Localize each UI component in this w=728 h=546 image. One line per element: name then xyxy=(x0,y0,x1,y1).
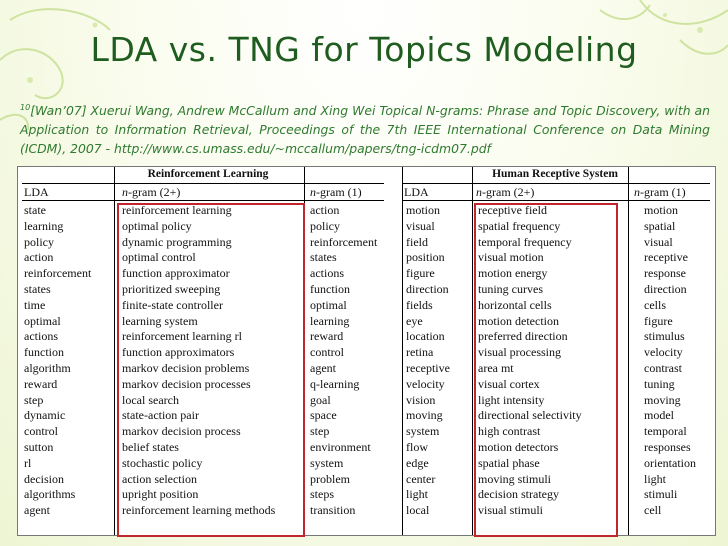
table-cell: reinforcement xyxy=(24,266,92,281)
table-cell: high contrast xyxy=(478,424,541,439)
table-cell: rl xyxy=(24,455,32,470)
table-cell: velocity xyxy=(406,376,445,391)
table-cell: contrast xyxy=(644,360,682,375)
table-cell: belief states xyxy=(122,439,179,454)
table-cell: finite-state controller xyxy=(122,297,223,312)
table-cell: tuning xyxy=(644,376,675,391)
column-header-ngram1: n-gram (1) xyxy=(310,185,362,199)
table-cell: stimulus xyxy=(644,329,685,344)
table-cell: center xyxy=(406,471,436,486)
table-cell: spatial xyxy=(644,218,676,233)
table-cell: field xyxy=(406,234,428,249)
table-cell: receptive xyxy=(644,250,688,265)
table-cell: optimal control xyxy=(122,250,196,265)
table-cell: steps xyxy=(310,487,334,502)
table-cell: motion energy xyxy=(478,266,548,281)
table-cell: spatial phase xyxy=(478,455,540,470)
table-cell: motion detection xyxy=(478,313,559,328)
table-cell: tuning curves xyxy=(478,281,543,296)
table-cell: transition xyxy=(310,503,356,518)
table-cell: algorithm xyxy=(24,360,71,375)
table-cell: temporal frequency xyxy=(478,234,572,249)
table-cell: receptive field xyxy=(478,203,547,217)
highlight-box xyxy=(474,203,618,537)
table-cell: policy xyxy=(310,218,340,233)
table-cell: moving stimuli xyxy=(478,471,552,486)
table-cell: goal xyxy=(310,392,331,407)
table-cell: location xyxy=(406,329,445,344)
table-cell: visual motion xyxy=(478,250,544,265)
table-cell: function approximators xyxy=(122,345,235,360)
table-cell: receptive xyxy=(406,360,450,375)
table-cell: stochastic policy xyxy=(122,455,203,470)
table-cell: actions xyxy=(310,266,344,281)
table-cell: q-learning xyxy=(310,376,360,391)
table-cell: optimal xyxy=(24,313,61,328)
table-cell: reinforcement learning rl xyxy=(122,329,242,344)
topic-header: Reinforcement Learning xyxy=(118,168,298,184)
citation xyxy=(20,98,710,158)
table-cell: decision strategy xyxy=(478,487,559,502)
table-cell: state-action pair xyxy=(122,408,199,423)
table-cell: space xyxy=(310,408,337,423)
table-cell: agent xyxy=(310,360,336,375)
table-cell: orientation xyxy=(644,455,696,470)
table-cell: markov decision processes xyxy=(122,376,251,391)
table-cell: position xyxy=(406,250,445,265)
table-cell: responses xyxy=(644,439,691,454)
column-header-lda: LDA xyxy=(24,185,49,199)
table-cell: markov decision problems xyxy=(122,360,250,375)
table-cell: directional selectivity xyxy=(478,408,582,423)
table-cell: direction xyxy=(406,281,449,296)
table-cell: velocity xyxy=(644,345,683,360)
topic-header: Human Receptive System xyxy=(480,168,630,184)
table-cell: step xyxy=(24,392,44,407)
column-lda xyxy=(406,203,450,519)
table-cell: reinforcement learning xyxy=(122,203,232,217)
table-cell: dynamic programming xyxy=(122,234,232,249)
table-cell: learning xyxy=(24,218,64,233)
table-cell: light xyxy=(644,471,667,486)
table-cell: environment xyxy=(310,439,371,454)
table-cell: light xyxy=(406,487,429,502)
table-cell: eye xyxy=(406,313,423,328)
table-cell: local xyxy=(406,503,430,518)
table-cell: time xyxy=(24,297,46,312)
table-cell: preferred direction xyxy=(478,329,568,344)
table-cell: function approximator xyxy=(122,266,230,281)
table-cell: area mt xyxy=(478,360,514,375)
table-cell: actions xyxy=(24,329,58,344)
table-cell: action xyxy=(310,203,340,217)
table-cell: moving xyxy=(644,392,681,407)
table-cell: flow xyxy=(406,439,428,454)
table-cell: reinforcement learning methods xyxy=(122,503,276,518)
table-cell: dynamic xyxy=(24,408,66,423)
table-cell: reward xyxy=(24,376,58,391)
table-cell: direction xyxy=(644,281,687,296)
table-cell: motion detectors xyxy=(478,439,559,454)
table-cell: optimal xyxy=(310,297,347,312)
table-cell: state xyxy=(24,203,46,217)
table-cell: temporal xyxy=(644,424,687,439)
table-cell: optimal policy xyxy=(122,218,192,233)
table-cell: local search xyxy=(122,392,179,407)
table-cell: function xyxy=(24,345,64,360)
table-cell: action xyxy=(24,250,54,265)
table-cell: problem xyxy=(310,471,350,486)
table-cell: visual xyxy=(406,218,435,233)
table-cell: sutton xyxy=(24,439,54,454)
table-cell: cells xyxy=(644,297,666,312)
table-cell: action selection xyxy=(122,471,197,486)
table-cell: figure xyxy=(644,313,673,328)
table-cell: response xyxy=(644,266,686,281)
table-cell: retina xyxy=(406,345,434,360)
topic-comparison-table xyxy=(17,166,716,536)
table-cell: step xyxy=(310,424,330,439)
table-cell: light intensity xyxy=(478,392,545,407)
table-cell: vision xyxy=(406,392,436,407)
table-cell: model xyxy=(644,408,674,423)
table-cell: control xyxy=(310,345,344,360)
table-cell: system xyxy=(310,455,344,470)
table-cell: markov decision process xyxy=(122,424,241,439)
table-cell: motion xyxy=(644,203,679,217)
table-cell: control xyxy=(24,424,58,439)
table-cell: decision xyxy=(24,471,64,486)
table-cell: moving xyxy=(406,408,443,423)
table-cell: motion xyxy=(406,203,441,217)
table-cell: spatial frequency xyxy=(478,218,561,233)
table-cell: visual stimuli xyxy=(478,503,544,518)
table-cell: system xyxy=(406,424,440,439)
column-ngram1 xyxy=(310,203,377,519)
column-header-ngram2: n-gram (2+) xyxy=(476,185,535,199)
table-cell: reward xyxy=(310,329,344,344)
table-cell: fields xyxy=(406,297,433,312)
table-cell: reinforcement xyxy=(310,234,378,249)
table-cell: visual cortex xyxy=(478,376,540,391)
citation-superscript: 10 xyxy=(20,103,31,112)
table-reinforcement-learning xyxy=(22,167,384,535)
table-cell: states xyxy=(310,250,337,265)
table-human-receptive-system xyxy=(402,167,710,535)
column-header-ngram1: n-gram (1) xyxy=(634,185,686,199)
table-cell: visual xyxy=(644,234,673,249)
column-lda xyxy=(24,203,91,519)
table-cell: learning system xyxy=(122,313,198,328)
table-cell: function xyxy=(310,281,350,296)
citation-text: [Wan’07] Xuerui Wang, Andrew McCallum and Xing Wei Topical N-grams: Phrase and Topic Discovery, with an Application to Information Retrieval, Proceedings of the 7th IEEE International Conference on Data Mining (ICDM), 2007 - http://www.cs.umass.edu/~mccallum/papers/tng-icdm07.pdf xyxy=(20,103,710,157)
table-cell: stimuli xyxy=(644,487,678,502)
table-cell: states xyxy=(24,281,51,296)
column-ngram1 xyxy=(644,203,696,519)
column-header-ngram2: n-gram (2+) xyxy=(122,185,181,199)
column-header-lda: LDA xyxy=(404,185,429,199)
table-cell: upright position xyxy=(122,487,199,502)
table-cell: prioritized sweeping xyxy=(122,281,221,296)
table-cell: cell xyxy=(644,503,662,518)
table-cell: agent xyxy=(24,503,50,518)
table-cell: horizontal cells xyxy=(478,297,552,312)
highlight-box xyxy=(117,203,305,537)
table-cell: learning xyxy=(310,313,350,328)
table-cell: policy xyxy=(24,234,54,249)
table-cell: visual processing xyxy=(478,345,561,360)
table-cell: figure xyxy=(406,266,435,281)
slide-title: LDA vs. TNG for Topics Modeling xyxy=(90,30,638,69)
table-cell: algorithms xyxy=(24,487,76,502)
table-cell: edge xyxy=(406,455,429,470)
